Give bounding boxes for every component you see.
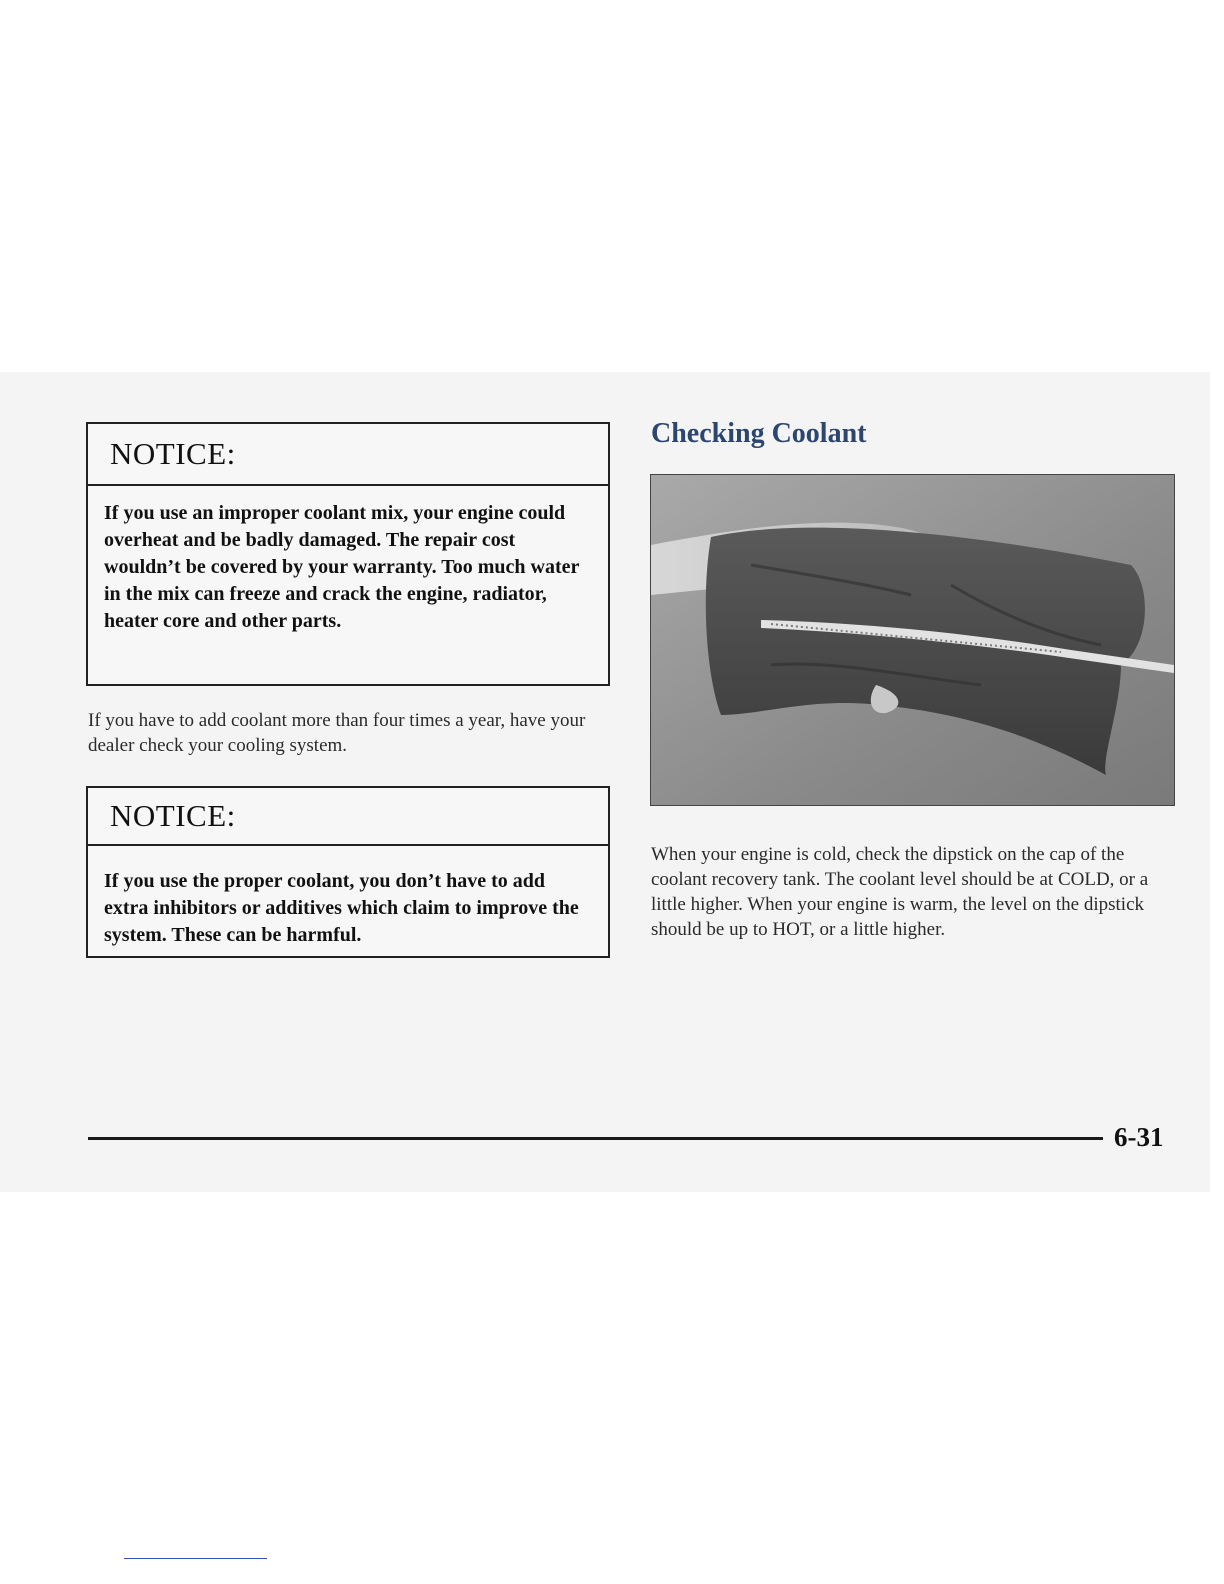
notice-box-coolant-mix: [86, 422, 610, 686]
notice-heading: NOTICE:: [88, 788, 608, 846]
dipstick-instructions-paragraph: When your engine is cold, check the dipstick on the cap of the coolant recovery tank. The coolant level should be at COLD, or a little higher. When your engine is warm, the level on the dipstick should be up to HOT, or a little higher.: [651, 844, 1149, 940]
footer-rule: [88, 1137, 1103, 1140]
notice-text: If you use an improper coolant mix, your engine could overheat and be badly damaged. The repair cost wouldn’t be covered by your warranty. Too much water in the mix can freeze and crack the engine, radiator, heater core and other parts.: [104, 502, 580, 632]
notice-heading: NOTICE:: [88, 424, 608, 486]
dipstick-photo: [650, 474, 1175, 806]
notice-box-additives: [86, 786, 610, 958]
notice-text: If you use the proper coolant, you don’t have to add extra inhibitors or additives which claim to improve the system. These can be harmful.: [104, 870, 579, 946]
divider: [124, 1558, 267, 1559]
section-title: Checking Coolant: [651, 418, 867, 449]
coolant-frequency-paragraph: If you have to add coolant more than four times a year, have your dealer check your cooling system.: [88, 710, 586, 756]
page-number: 6-31: [1114, 1122, 1164, 1152]
